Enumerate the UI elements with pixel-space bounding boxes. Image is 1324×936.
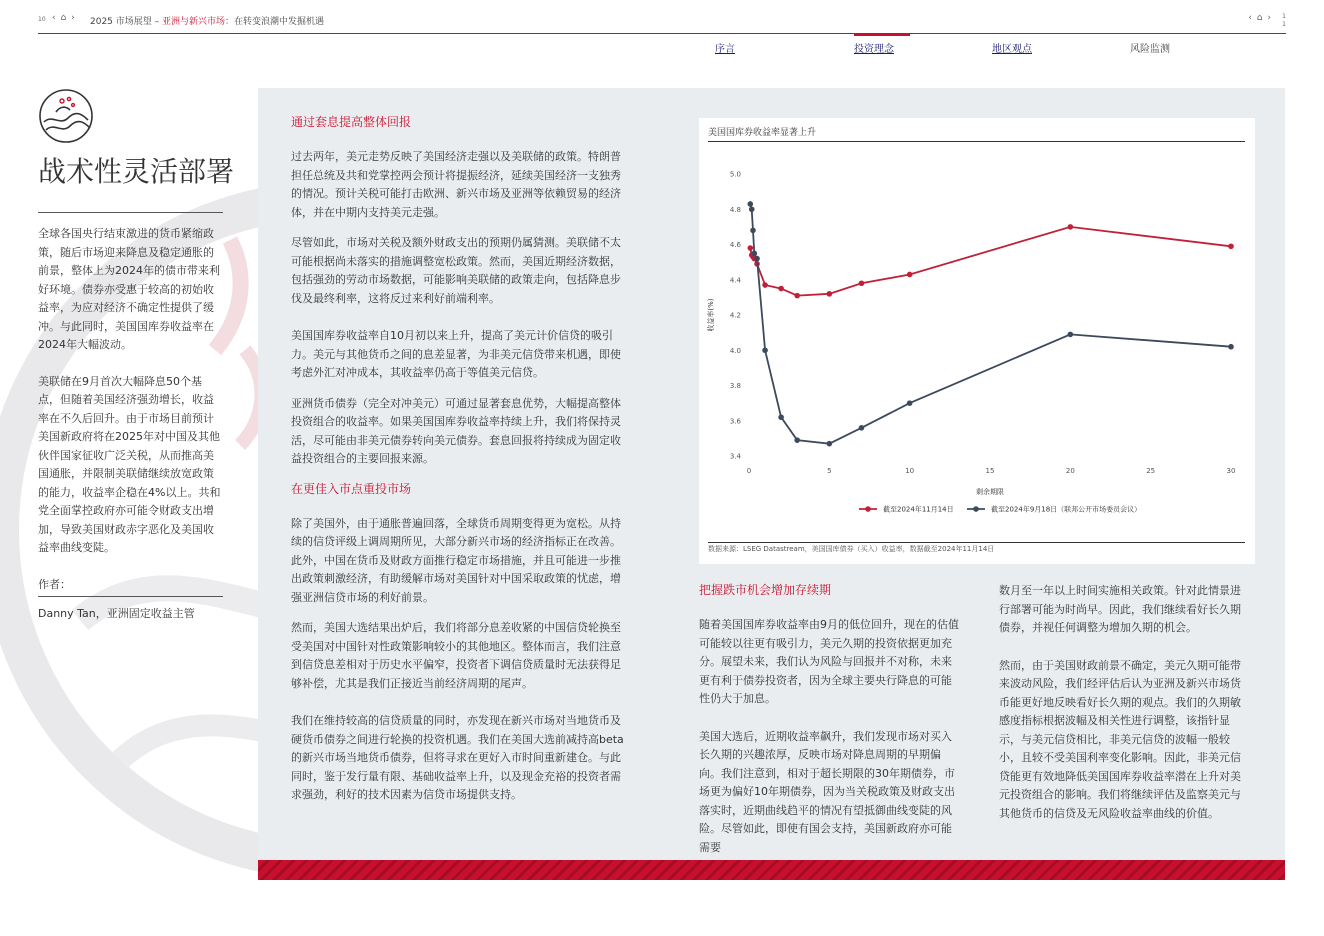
wave-logo-icon [38,88,94,144]
y-tick-label: 4.4 [729,276,741,285]
y-tick-label: 4.8 [729,205,741,214]
data-point-2 [752,251,758,257]
x-tick-label: 15 [985,467,995,475]
chart-plot [699,118,1255,542]
body-column-2 [699,582,961,869]
tab-investment-philosophy[interactable]: 投资理念 [854,40,894,55]
x-axis-label: 剩余期限 [976,488,1004,496]
chart-source: 数据来源：LSEG Datastream，美国国库债券（买入）收益率，数据截至2024年11月14日 [708,545,995,553]
breadcrumb [90,14,324,27]
next-page-icon[interactable]: › [1267,13,1272,23]
page-number-right-top: 1 [1282,13,1286,20]
breadcrumb-section: 亚洲与新兴市场 [162,17,226,27]
data-point-2 [907,400,913,406]
paragraph: 尽管如此，市场对关税及额外财政支出的预期仍属猜测。美联储不太可能根据尚未落实的措施调整宽松政策。然而，美国近期经济数据，包括强劲的劳动市场数据，可能影响美联储的政策走向，包括降息步伐及最终利率，这将反过来利好前端利率。 [291,236,621,305]
data-point-1 [778,286,784,292]
body-column-3 [999,582,1247,835]
paragraph: 然而，美国大选结果出炉后，我们将部分息差收紧的中国信贷轮换至受美国对中国针对性政策影响较小的其他地区。整体而言，我们注意到信贷息差相对于历史水平偏窄，投资者下调信贷质量时无法获得足够补偿，尤其是我们正接近当前经济周期的尾声。 [291,621,621,690]
author-name: Danny Tan，亚洲固定收益主管 [38,606,195,620]
x-tick-label: 30 [1226,467,1236,475]
y-axis-label: 收益率(%) [707,298,715,332]
paragraph: 我们在维持较高的信贷质量的同时，亦发现在新兴市场对当地货币及硬货币债券之间进行轮换的投资机遇。我们在美国大选前减持高beta的新兴市场当地货币债券，但将寻求在更好入市时间重新建仓。与此同时，鉴于发行量有限、基础收益率上升，以及现金充裕的投资者需求强劲，利好的技术因素为信贷市场提供支持。 [291,714,624,801]
nav-arrows-right[interactable] [1248,13,1272,23]
data-point-1 [907,272,913,278]
data-point-2 [1068,332,1074,338]
data-point-2 [762,347,768,353]
paragraph: 美国大选后，近期收益率飙升，我们发现市场对买入长久期的兴趣浓厚，反映市场对降息周期的早期偏向。我们注意到，相对于超长期限的30年期债券，市场更为偏好10年期债券，因为当关税政策及财政支出落实时，近期曲线趋平的情况有望抵御曲线变陡的风险。尽管如此，即使有国会支持，美国新政府亦可能需要 [699,729,955,854]
section-heading-carry: 通过套息提高整体回报 [291,115,412,129]
data-point-1 [762,282,768,288]
x-tick-label: 25 [1146,467,1156,475]
page-number-left: 10 [38,16,46,23]
chart-bottom-rule [708,542,1245,543]
y-tick-label: 4.0 [729,346,741,355]
y-tick-label: 4.2 [729,311,741,320]
data-point-2 [778,414,784,420]
x-tick-label: 0 [746,467,752,475]
tab-preface[interactable]: 序言 [715,44,735,55]
next-page-icon[interactable]: › [71,13,76,23]
legend-label-1: 截至2024年11月14日 [883,505,954,514]
breadcrumb-post: ：在转变浪潮中发掘机遇 [225,17,325,27]
top-bar [38,10,1286,34]
data-point-2 [1228,344,1234,350]
x-tick-label: 5 [827,467,832,475]
home-icon[interactable]: ⌂ [60,13,68,23]
section-heading-reentry: 在更佳入市点重投市场 [291,481,412,496]
paragraph: 除了美国外，由于通胀普遍回落，全球货币周期变得更为宽松。从持续的信贷评级上调周期所见，大部分新兴市场的经济指标正在改善。此外，中国在货币及财政方面推行稳定市场措施，并且可能进一步推出政策刺激经济，有助缓解市场对美国针对中国采取政策的忧虑，增强亚洲信贷市场的利好前景。 [291,516,621,604]
paragraph: 美国国库券收益率自10月初以来上升，提高了美元计价信贷的吸引力。美元与其他货币之间的息差显著，为非美元信贷带来机遇，即使考虑外汇对冲成本，其收益率仍高于等值美元信贷。 [291,329,621,379]
body-column-1 [291,114,625,817]
data-point-2 [859,425,865,431]
paragraph: 数月至一年以上时间实施相关政策。针对此情景进行部署可能为时尚早。因此，我们继续看好长久期债券，并视任何调整为增加久期的机会。 [999,584,1241,634]
y-tick-label: 3.4 [729,452,741,461]
divider [38,212,223,213]
legend-label-2: 截至2024年9月18日（联邦公开市场委员会议） [991,505,1142,514]
y-tick-label: 5.0 [729,170,741,179]
page-title: 战术性灵活部署 [38,155,235,188]
data-point-1 [747,245,753,251]
x-tick-label: 10 [905,467,915,475]
paragraph: 亚洲货币债券（完全对冲美元）可通过显著套息优势，大幅提高整体投资组合的收益率。如果美国国库券收益率持续上升，我们将保持灵活，尽可能由非美元债券转向美元债券。套息回报将持续成为固定收益投资组合的主要回报来源。 [291,396,621,465]
data-point-2 [749,206,755,212]
series-line-1 [750,227,1231,296]
page-number-right [1282,13,1286,29]
section-heading-duration: 把握跌市机会增加存续期 [699,583,832,597]
x-tick-label: 20 [1065,467,1075,475]
data-point-2 [754,256,760,262]
y-tick-label: 4.6 [729,241,741,249]
breadcrumb-pre: 2025 市场展望 – [90,17,162,27]
data-point-2 [827,441,833,447]
tab-regional-views[interactable]: 地区观点 [992,44,1032,55]
data-point-1 [827,291,833,297]
data-point-2 [794,437,800,443]
tab-risk-monitor[interactable]: 风险监测 [1130,44,1170,55]
prev-page-icon[interactable]: ‹ [1248,13,1253,23]
data-point-1 [1068,224,1074,230]
author-label: 作者： [38,576,223,597]
y-tick-label: 3.6 [729,417,741,426]
nav-arrows-left[interactable] [52,13,76,23]
prev-page-icon[interactable]: ‹ [52,13,57,23]
section-tabs [715,40,1275,56]
paragraph: 随着美国国库券收益率由9月的低位回升，现在的估值可能较以往更有吸引力，美元久期的投资依据更加充分。展望未来，我们认为风险与回报并不对称，未来更有利于债券投资者，因为全球主要央行降息的可能性仍大于加息。 [699,618,959,705]
data-point-2 [750,228,756,234]
data-point-1 [1228,243,1234,249]
data-point-2 [747,201,753,207]
intro-paragraph-1: 全球各国央行结束激进的货币紧缩政策，随后市场迎来降息及稳定通胀的前景，整体上为2024年的债市带来利好环境。债券亦受惠于较高的初始收益率，为应对经济不确定性提供了缓冲。与此同时，美国国库券收益率在2024年大幅波动。 [38,227,220,351]
intro-paragraph-2: 美联储在9月首次大幅降息50个基点，但随着美国经济强劲增长，收益率在不久后回升。由于市场目前预计美国新政府将在2025年对中国及其他伙伴国家征收广泛关税，从而推高美国通胀，并限制美联储继续放宽政策的能力，收益率企稳在4%以上。共和党全面掌控政府亦可能令财政支出增加，导致美国财政赤字恶化及美国收益率曲线变陡。 [38,374,221,554]
legend-marker-2 [973,506,979,512]
paragraph: 然而，由于美国财政前景不确定，美元久期可能带来波动风险，我们经评估后认为亚洲及新兴市场货币能更好地反映看好长久期的观点。我们的久期敏感度指标根据波幅及相关性进行调整，该指针显示，与美元信贷相比，非美元信贷的波幅一般较小，且较不受美国利率变化影响。因此，非美元信贷能更有效地降低美国国库券收益率潜在上升对美元投资组合的影响。我们将继续评估及监察美元与其他货币的信贷及无风险收益率曲线的价值。 [999,658,1241,820]
data-point-1 [794,293,800,299]
data-point-1 [859,280,865,286]
paragraph: 过去两年，美元走势反映了美国经济走强以及美联储的政策。特朗普担任总统及共和党掌控两会预计将提振经济，延续美国经济一支独秀的情况。预计关税可能打击欧洲、新兴市场及亚洲等依赖贸易的经济体，并在中期内支持美元走强。 [291,150,621,219]
home-icon[interactable]: ⌂ [1256,13,1264,23]
yield-chart [699,118,1255,564]
series-line-2 [750,204,1231,444]
legend-marker-1 [865,506,871,512]
y-tick-label: 3.8 [729,382,741,390]
page-number-right-bottom: 1 [1282,21,1286,28]
left-column [38,88,235,621]
chart-title: 美国国库券收益率显著上升 [708,128,817,138]
